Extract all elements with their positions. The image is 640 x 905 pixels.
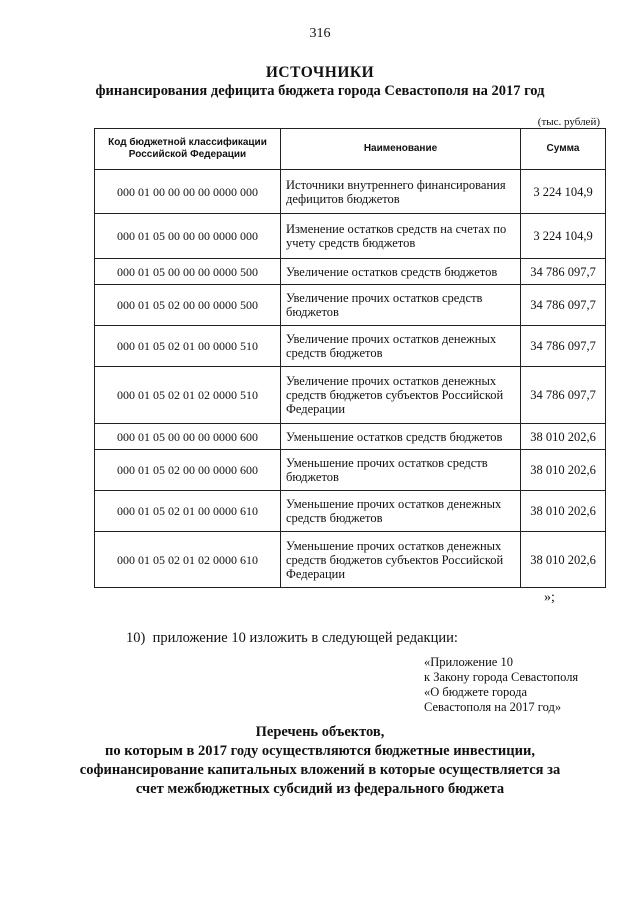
row-name: Изменение остатков средств на счетах по учету средств бюджетов (281, 214, 521, 259)
document-title: ИСТОЧНИКИ (265, 64, 375, 81)
row-name: Источники внутреннего финансирования дефицитов бюджетов (281, 170, 521, 214)
table-row (95, 326, 606, 367)
row-code: 000 01 05 02 01 00 0000 610 (95, 491, 281, 532)
list-title-line: софинансирование капитальных вложений в которые осуществляется за (79, 762, 561, 778)
row-code: 000 01 05 00 00 00 0000 000 (95, 214, 281, 259)
row-sum: 3 224 104,9 (521, 214, 606, 259)
table-row (95, 170, 606, 214)
row-name: Увеличение остатков средств бюджетов (281, 259, 521, 285)
table-row (95, 259, 606, 285)
row-code: 000 01 05 02 00 00 0000 500 (95, 285, 281, 326)
document-subtitle: финансирования дефицита бюджета города Севастополя на 2017 год (95, 83, 545, 99)
list-title-line: Перечень объектов, (255, 724, 385, 740)
row-sum: 34 786 097,7 (521, 367, 606, 424)
row-name: Уменьшение остатков средств бюджетов (281, 424, 521, 450)
row-name: Уменьшение прочих остатков денежных средств бюджетов (281, 491, 521, 532)
appendix-reference (424, 655, 578, 715)
row-code: 000 01 05 02 00 00 0000 600 (95, 450, 281, 491)
row-name: Увеличение прочих остатков денежных средств бюджетов (281, 326, 521, 367)
objects-list-title (0, 723, 640, 799)
row-sum: 34 786 097,7 (521, 326, 606, 367)
table-row (95, 285, 606, 326)
appendix-ref-line: «Приложение 10 (424, 655, 513, 669)
row-sum: 34 786 097,7 (521, 285, 606, 326)
units-note: (тыс. рублей) (537, 116, 600, 128)
table-row (95, 450, 606, 491)
row-sum: 38 010 202,6 (521, 450, 606, 491)
row-code: 000 01 05 00 00 00 0000 500 (95, 259, 281, 285)
table-row (95, 367, 606, 424)
row-sum: 38 010 202,6 (521, 532, 606, 588)
page-number: 316 (309, 26, 331, 41)
point-10-text: 10) приложение 10 изложить в следующей редакции: (126, 630, 458, 646)
row-code: 000 01 00 00 00 00 0000 000 (95, 170, 281, 214)
row-code: 000 01 05 02 01 02 0000 610 (95, 532, 281, 588)
row-name: Уменьшение прочих остатков денежных средств бюджетов субъектов Российской Федерации (281, 532, 521, 588)
row-sum: 3 224 104,9 (521, 170, 606, 214)
appendix-ref-line: к Закону города Севастополя (424, 670, 579, 684)
header-sum: Сумма (521, 129, 606, 170)
list-title-line: счет межбюджетных субсидий из федерального бюджета (135, 781, 505, 797)
header-code: Код бюджетной классификации Российской Федерации (95, 129, 281, 170)
row-sum: 38 010 202,6 (521, 424, 606, 450)
financing-sources-table (94, 128, 606, 588)
appendix-ref-line: «О бюджете города (424, 685, 528, 699)
row-code: 000 01 05 02 01 00 0000 510 (95, 326, 281, 367)
closing-quote-mark: »; (544, 590, 555, 605)
header-name: Наименование (281, 129, 521, 170)
row-name: Увеличение прочих остатков денежных средств бюджетов субъектов Российской Федерации (281, 367, 521, 424)
row-code: 000 01 05 02 01 02 0000 510 (95, 367, 281, 424)
row-sum: 38 010 202,6 (521, 491, 606, 532)
table-row (95, 491, 606, 532)
appendix-ref-line: Севастополя на 2017 год» (424, 700, 562, 714)
table-row (95, 532, 606, 588)
row-sum: 34 786 097,7 (521, 259, 606, 285)
list-title-line: по которым в 2017 году осуществляются бюджетные инвестиции, (105, 743, 535, 759)
row-name: Увеличение прочих остатков средств бюджетов (281, 285, 521, 326)
row-name: Уменьшение прочих остатков средств бюджетов (281, 450, 521, 491)
table-row (95, 214, 606, 259)
table-header-row (95, 129, 606, 170)
row-code: 000 01 05 00 00 00 0000 600 (95, 424, 281, 450)
table-row (95, 424, 606, 450)
